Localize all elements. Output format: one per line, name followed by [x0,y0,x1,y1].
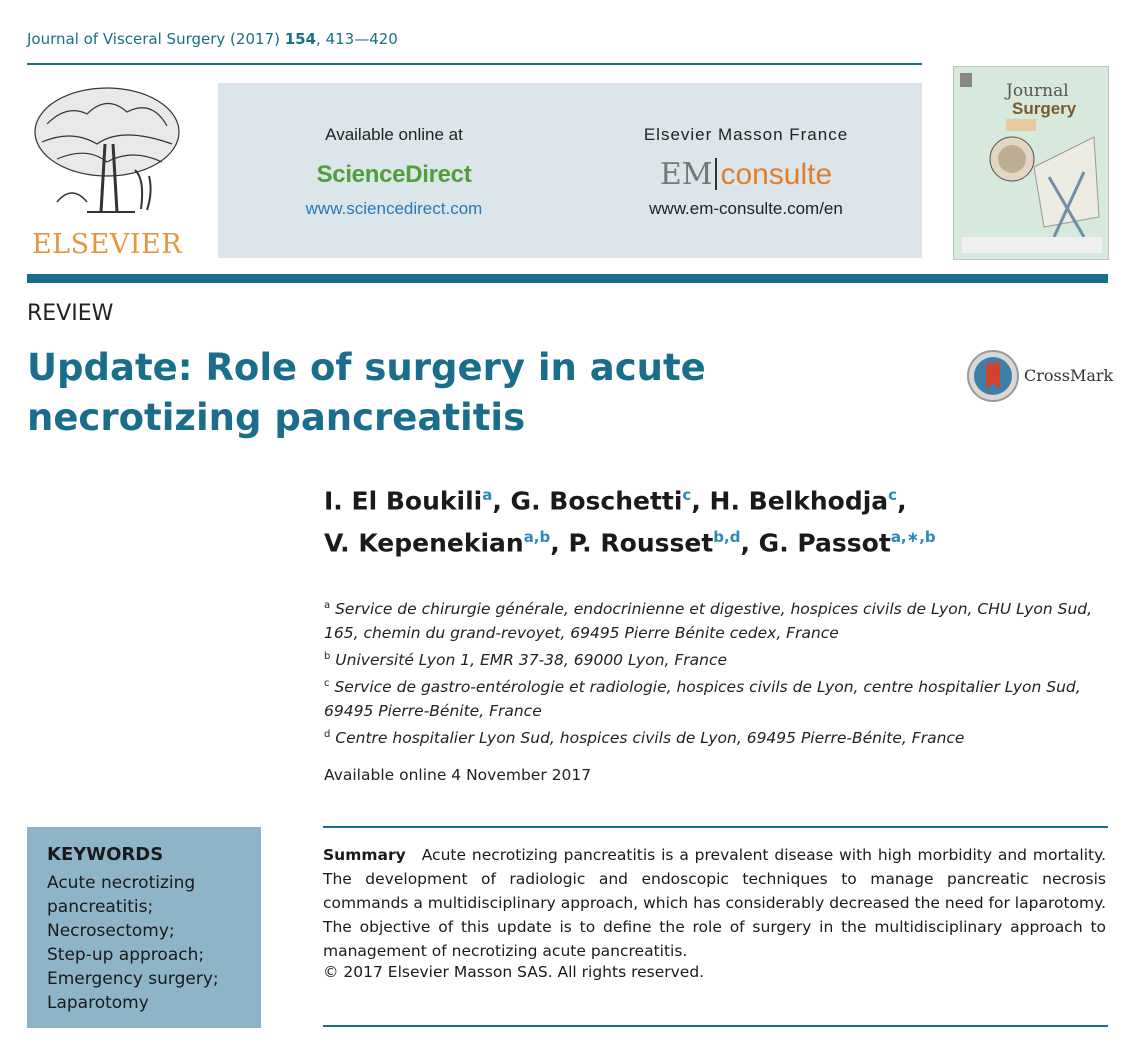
summary-label: Summary [323,846,406,864]
keywords-list [47,871,252,1015]
affiliation-item [324,723,1114,750]
consulte-logo-text: consulte [720,158,833,191]
author-name: G. Passot [758,528,891,558]
author-affiliation-mark[interactable]: a,b [523,528,551,547]
top-divider [27,63,922,65]
cover-journal-label: Journal [1006,81,1069,101]
cover-surgery-label: Surgery [1012,99,1077,118]
affiliation-item [324,645,1114,672]
elsevier-logo [27,84,187,260]
keyword-item: Step-up approach; [47,945,205,965]
page-range: , 413—420 [316,30,398,48]
keyword-item: Laparotomy [47,993,149,1013]
affiliation-text: Université Lyon 1, EMR 37-38, 69000 Lyon, France [335,651,728,670]
author-separator: , [550,528,569,558]
summary-top-rule [323,826,1108,828]
crossmark-icon [966,349,1020,403]
logo-divider [715,158,717,190]
access-banner [218,83,922,258]
affiliation-mark: a [324,600,331,611]
author-name: V. Kepenekian [324,528,524,558]
article-type: REVIEW [27,301,114,326]
publisher-label: Elsevier Masson France [643,125,849,144]
affiliation-mark: b [324,651,331,663]
author-name: I. El Boukili [324,486,483,516]
author-separator: , [691,486,710,516]
author-affiliation-mark[interactable]: c [888,486,898,504]
header-divider [27,274,1108,283]
sciencedirect-block [218,83,570,258]
affiliations [324,594,1114,751]
em-logo-text: EM [659,157,713,192]
volume-number: 154 [284,30,317,48]
emconsulte-link[interactable]: www.em-consulte.com/en [649,199,843,218]
author-separator: , [897,486,907,516]
emconsulte-logo [570,157,922,192]
crossmark-badge[interactable] [966,349,1114,401]
available-online-date: Available online 4 November 2017 [324,766,592,784]
summary-text: Acute necrotizing pancreatitis is a prevalent disease with high morbidity and mortality. The development of radiologic and endoscopic techniques to manage pancreatic necrosis commands a multidisciplinary approach, which has considerably decreased the need for laparotomy. The objective of this update is to define the role of surgery in the multidisciplinary approach to management of necrotizing acute pancreatitis. [323,846,1107,960]
keyword-item: Acute necrotizing pancreatitis; [47,873,196,917]
author-name: H. Belkhodja [709,486,889,516]
summary-paragraph [323,843,1106,963]
author-affiliation-mark[interactable]: c [682,486,692,504]
sciencedirect-logo: ScienceDirect [316,161,472,188]
article-title: Update: Role of surgery in acute necrotizing pancreatitis [27,346,706,439]
elsevier-tree-icon [27,84,187,224]
keyword-item: Emergency surgery; [47,969,219,989]
copyright-notice: © 2017 Elsevier Masson SAS. All rights reserved. [323,963,705,981]
author-name: G. Boschetti [510,486,683,516]
author-name: P. Rousset [568,528,714,558]
elsevier-wordmark: ELSEVIER [31,229,183,260]
keyword-item: Necrosectomy; [47,921,175,941]
running-head [27,30,398,48]
affiliation-item [324,594,1114,645]
affiliation-mark: c [324,678,330,690]
emconsulte-block [570,83,922,258]
keywords-heading: KEYWORDS [47,844,164,865]
affiliation-text: Service de chirurgie générale, endocrinienne et digestive, hospices civils de Lyon, CHU Lyon Sud, 165, chemin du grand-revoyet, 69495 Pierre Bénite cedex, France [324,600,1093,643]
author-affiliation-mark[interactable]: b,d [713,528,741,547]
affiliation-text: Service de gastro-entérologie et radiologie, hospices civils de Lyon, centre hospitalier Lyon Sud, 69495 Pierre-Bénite, France [324,678,1081,721]
journal-cover [953,66,1109,260]
sciencedirect-link[interactable]: www.sciencedirect.com [305,199,483,218]
affiliation-text: Centre hospitalier Lyon Sud, hospices civils de Lyon, 69495 Pierre-Bénite, France [335,729,965,748]
affiliation-item [324,672,1114,723]
author-separator: , [740,528,759,558]
author-list [324,477,1114,562]
crossmark-label: CrossMark [1024,366,1114,385]
summary-bottom-rule [323,1025,1108,1027]
author-affiliation-mark[interactable]: a,∗,b [890,528,936,547]
journal-citation: Journal of Visceral Surgery (2017) [27,30,280,48]
available-online-label: Available online at [325,125,463,144]
affiliation-mark: d [324,729,331,741]
author-separator: , [492,486,511,516]
keywords-box [27,827,261,1028]
author-affiliation-mark[interactable]: a [482,486,493,504]
